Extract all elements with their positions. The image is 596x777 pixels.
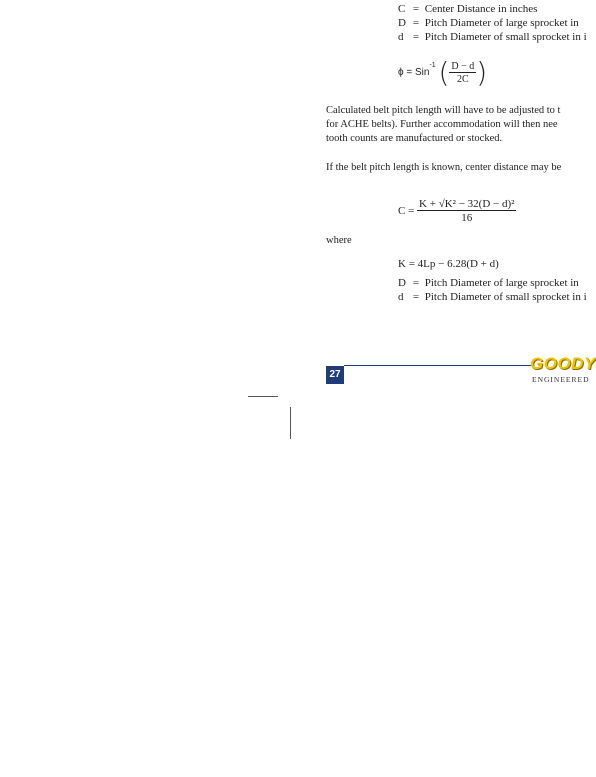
def-symbol: d [398,31,404,43]
brand-logo: GOODY [530,354,596,373]
paragraph-2: If the belt pitch length is known, center distance may be [326,162,562,173]
phi-denominator: 2C [457,73,469,85]
def-equals: = [412,31,420,43]
phi-fraction [449,61,476,85]
page-number: 27 [326,366,344,384]
definition-large-d-bottom [398,276,579,290]
where-label: where [326,235,352,246]
c-numerator: K + √K² − 32(D − d)² [419,198,515,210]
phi-numerator: D − d [451,60,475,72]
phi-formula [398,56,487,89]
c-lhs: C = [398,205,415,217]
crop-mark-vertical [290,407,291,439]
definition-small-d [398,30,587,44]
def-equals: = [412,291,420,303]
c-fraction [417,198,516,224]
def-equals: = [412,277,420,289]
brand-logo-subtext: ENGINEERED [532,375,590,384]
def-equals: = [412,17,420,29]
k-formula: K = 4Lp − 6.28(D + d) [398,258,499,270]
paragraph-1-line-3: tooth counts are manufactured or stocked. [326,133,503,144]
def-text: Center Distance in inches [424,3,538,15]
c-denominator: 16 [461,212,473,224]
def-symbol: C [398,3,406,15]
def-symbol: D [398,277,406,289]
footer-rule [344,365,534,366]
left-paren: ( [438,56,450,89]
def-text: Pitch Diameter of small sprocket in i [424,291,587,303]
phi-lhs: ϕ = Sin [398,67,430,78]
def-symbol: d [398,291,404,303]
def-text: Pitch Diameter of large sprocket in [424,17,579,29]
def-symbol: D [398,17,406,29]
right-paren: ) [476,56,488,89]
def-equals: = [412,3,420,15]
paragraph-1-line-2: for ACHE belts). Further accommodation will then nee [326,119,558,130]
def-text: Pitch Diameter of large sprocket in [424,277,579,289]
definition-small-d-bottom [398,290,587,304]
crop-mark-horizontal [248,396,278,397]
definition-large-d [398,16,579,30]
definition-c [398,2,537,16]
c-formula [398,198,516,224]
phi-exponent: -1 [429,62,436,70]
paragraph-1-line-1: Calculated belt pitch length will have to be adjusted to t [326,105,561,116]
def-text: Pitch Diameter of small sprocket in i [424,31,587,43]
